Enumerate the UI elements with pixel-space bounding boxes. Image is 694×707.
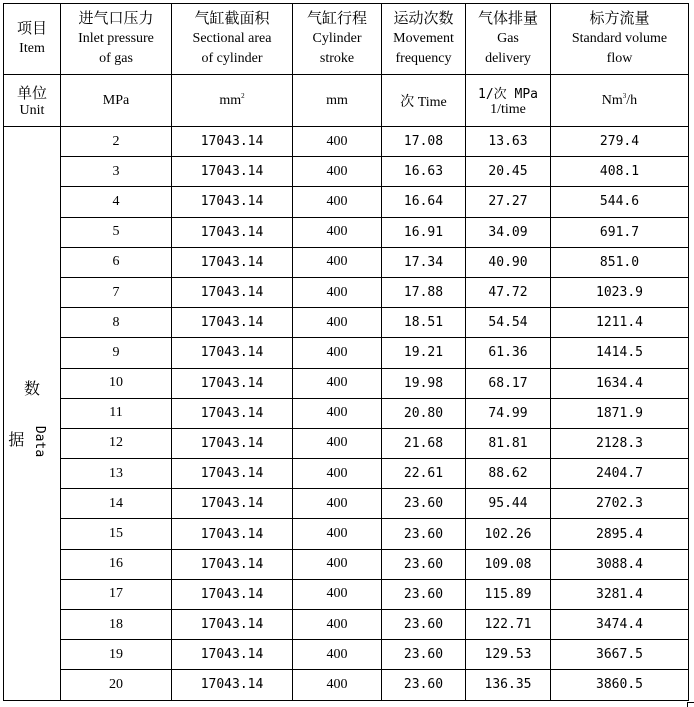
cell-flow: 1634.4	[551, 368, 689, 398]
table-row	[4, 489, 689, 519]
cell-pressure: 7	[61, 277, 172, 307]
cell-area: 17043.14	[172, 308, 293, 338]
cell-flow: 3667.5	[551, 640, 689, 670]
header-item	[4, 4, 61, 75]
unit-flow-base: Nm	[601, 92, 623, 108]
cell-area: 17043.14	[172, 187, 293, 217]
cell-frequency: 22.61	[382, 459, 466, 489]
cell-area: 17043.14	[172, 368, 293, 398]
cell-flow: 1871.9	[551, 398, 689, 428]
cell-area: 17043.14	[172, 247, 293, 277]
cell-frequency: 16.63	[382, 157, 466, 187]
cell-stroke: 400	[293, 247, 382, 277]
header-standard-flow-en2: flow	[606, 51, 633, 66]
cell-flow: 2404.7	[551, 459, 689, 489]
cell-area: 17043.14	[172, 610, 293, 640]
unit-pressure: MPa	[61, 75, 172, 127]
header-movement-frequency-en1: Movement	[393, 31, 454, 46]
cell-frequency: 23.60	[382, 640, 466, 670]
table-row	[4, 398, 689, 428]
cell-stroke: 400	[293, 398, 382, 428]
cell-frequency: 20.80	[382, 398, 466, 428]
cell-area: 17043.14	[172, 640, 293, 670]
cell-frequency: 16.91	[382, 217, 466, 247]
cell-stroke: 400	[293, 277, 382, 307]
cell-delivery: 109.08	[466, 549, 551, 579]
table-row	[4, 308, 689, 338]
cell-frequency: 17.88	[382, 277, 466, 307]
cell-stroke: 400	[293, 368, 382, 398]
header-row	[4, 4, 689, 75]
unit-label-en: Unit	[19, 103, 45, 118]
cell-frequency: 19.98	[382, 368, 466, 398]
cell-delivery: 34.09	[466, 217, 551, 247]
header-sectional-area-en1: Sectional area	[192, 31, 272, 46]
cell-pressure: 11	[61, 398, 172, 428]
cell-frequency: 23.60	[382, 549, 466, 579]
cell-stroke: 400	[293, 157, 382, 187]
table-row	[4, 187, 689, 217]
table-row	[4, 519, 689, 549]
header-standard-flow-zh: 标方流量	[589, 11, 650, 27]
table-row	[4, 338, 689, 368]
cell-frequency: 23.60	[382, 519, 466, 549]
cell-stroke: 400	[293, 308, 382, 338]
unit-flow-exp: 3	[622, 91, 627, 100]
cell-pressure: 14	[61, 489, 172, 519]
cell-pressure: 12	[61, 428, 172, 458]
cell-stroke: 400	[293, 610, 382, 640]
cell-flow: 691.7	[551, 217, 689, 247]
cell-area: 17043.14	[172, 549, 293, 579]
table-row	[4, 157, 689, 187]
cell-area: 17043.14	[172, 277, 293, 307]
table-row	[4, 459, 689, 489]
cell-pressure: 4	[61, 187, 172, 217]
cell-pressure: 19	[61, 640, 172, 670]
header-sectional-area-en2: of cylinder	[201, 51, 263, 66]
header-gas-delivery-en2: delivery	[485, 51, 531, 66]
cell-stroke: 400	[293, 428, 382, 458]
cell-frequency: 19.21	[382, 338, 466, 368]
table-row	[4, 610, 689, 640]
cell-stroke: 400	[293, 338, 382, 368]
side-label-en: Data	[32, 426, 48, 458]
cell-flow: 3281.4	[551, 579, 689, 609]
cell-stroke: 400	[293, 459, 382, 489]
cell-stroke: 400	[293, 217, 382, 247]
unit-area	[172, 75, 293, 127]
cell-delivery: 61.36	[466, 338, 551, 368]
cell-frequency: 16.64	[382, 187, 466, 217]
header-gas-delivery	[466, 4, 551, 75]
cell-frequency: 17.34	[382, 247, 466, 277]
cell-stroke: 400	[293, 489, 382, 519]
cell-delivery: 27.27	[466, 187, 551, 217]
cell-pressure: 2	[61, 127, 172, 157]
header-movement-frequency-en2: frequency	[395, 51, 452, 66]
cell-delivery: 81.81	[466, 428, 551, 458]
table-row	[4, 217, 689, 247]
cell-pressure: 9	[61, 338, 172, 368]
cell-pressure: 17	[61, 579, 172, 609]
table-row	[4, 277, 689, 307]
cell-pressure: 10	[61, 368, 172, 398]
table-row	[4, 670, 689, 700]
header-standard-flow	[551, 4, 689, 75]
cell-flow: 851.0	[551, 247, 689, 277]
unit-label	[4, 75, 61, 127]
cell-area: 17043.14	[172, 127, 293, 157]
cell-flow: 279.4	[551, 127, 689, 157]
cell-stroke: 400	[293, 519, 382, 549]
cell-delivery: 40.90	[466, 247, 551, 277]
cell-pressure: 18	[61, 610, 172, 640]
cell-delivery: 13.63	[466, 127, 551, 157]
header-gas-delivery-zh: 气体排量	[477, 11, 538, 27]
cell-flow: 3474.4	[551, 610, 689, 640]
cell-pressure: 8	[61, 308, 172, 338]
cell-frequency: 18.51	[382, 308, 466, 338]
cell-flow: 1211.4	[551, 308, 689, 338]
cell-pressure: 6	[61, 247, 172, 277]
header-inlet-pressure-en2: of gas	[99, 51, 133, 66]
cell-flow: 2702.3	[551, 489, 689, 519]
cell-frequency: 17.08	[382, 127, 466, 157]
cell-area: 17043.14	[172, 338, 293, 368]
cell-area: 17043.14	[172, 398, 293, 428]
cell-delivery: 95.44	[466, 489, 551, 519]
cell-area: 17043.14	[172, 489, 293, 519]
side-label-zh2: 据	[8, 430, 25, 450]
cell-delivery: 122.71	[466, 610, 551, 640]
unit-flow	[551, 75, 689, 127]
table-row	[4, 640, 689, 670]
cell-stroke: 400	[293, 549, 382, 579]
cell-frequency: 23.60	[382, 489, 466, 519]
header-sectional-area	[172, 4, 293, 75]
header-inlet-pressure-en1: Inlet pressure	[78, 31, 154, 46]
cell-delivery: 102.26	[466, 519, 551, 549]
header-sectional-area-zh: 气缸截面积	[194, 11, 270, 27]
cell-stroke: 400	[293, 579, 382, 609]
cell-delivery: 136.35	[466, 670, 551, 700]
cell-frequency: 23.60	[382, 579, 466, 609]
side-label-zh1: 数	[23, 379, 40, 399]
unit-stroke: mm	[293, 75, 382, 127]
cell-frequency: 23.60	[382, 670, 466, 700]
cell-pressure: 3	[61, 157, 172, 187]
header-inlet-pressure	[61, 4, 172, 75]
cell-stroke: 400	[293, 127, 382, 157]
cell-delivery: 88.62	[466, 459, 551, 489]
cell-delivery: 54.54	[466, 308, 551, 338]
header-item-zh: 项目	[16, 21, 47, 37]
cell-pressure: 13	[61, 459, 172, 489]
cell-flow: 2128.3	[551, 428, 689, 458]
cell-area: 17043.14	[172, 428, 293, 458]
cell-delivery: 68.17	[466, 368, 551, 398]
cell-delivery: 20.45	[466, 157, 551, 187]
header-inlet-pressure-zh: 进气口压力	[78, 11, 154, 27]
cell-stroke: 400	[293, 187, 382, 217]
header-standard-flow-en1: Standard volume	[571, 31, 668, 46]
cell-delivery: 47.72	[466, 277, 551, 307]
cell-flow: 3088.4	[551, 549, 689, 579]
header-cylinder-stroke-zh: 气缸行程	[306, 11, 367, 27]
cell-flow: 3860.5	[551, 670, 689, 700]
header-cylinder-stroke	[293, 4, 382, 75]
cell-area: 17043.14	[172, 217, 293, 247]
cell-delivery: 129.53	[466, 640, 551, 670]
table-row	[4, 247, 689, 277]
cell-flow: 544.6	[551, 187, 689, 217]
cell-area: 17043.14	[172, 459, 293, 489]
unit-area-base: mm	[219, 92, 242, 108]
cell-delivery: 115.89	[466, 579, 551, 609]
corner-mark	[687, 702, 694, 707]
data-side-label	[4, 127, 61, 701]
cell-area: 17043.14	[172, 579, 293, 609]
specification-table	[3, 3, 689, 701]
cell-stroke: 400	[293, 640, 382, 670]
cell-pressure: 20	[61, 670, 172, 700]
table-row	[4, 428, 689, 458]
cell-flow: 2895.4	[551, 519, 689, 549]
unit-label-zh: 单位	[16, 86, 47, 102]
unit-delivery	[466, 75, 551, 127]
table-row	[4, 127, 689, 157]
cell-stroke: 400	[293, 670, 382, 700]
cell-pressure: 5	[61, 217, 172, 247]
unit-flow-suffix: /h	[626, 92, 638, 108]
table-row	[4, 579, 689, 609]
header-movement-frequency	[382, 4, 466, 75]
unit-frequency: 次 Time	[382, 75, 466, 127]
cell-area: 17043.14	[172, 670, 293, 700]
header-item-en: Item	[19, 41, 45, 56]
cell-flow: 408.1	[551, 157, 689, 187]
unit-delivery-line2: 1/time	[490, 102, 526, 117]
cell-area: 17043.14	[172, 157, 293, 187]
cell-flow: 1023.9	[551, 277, 689, 307]
cell-pressure: 15	[61, 519, 172, 549]
unit-row	[4, 75, 689, 127]
unit-delivery-line1: 1/次 MPa	[478, 87, 538, 102]
cell-delivery: 74.99	[466, 398, 551, 428]
cell-pressure: 16	[61, 549, 172, 579]
header-movement-frequency-zh: 运动次数	[393, 11, 454, 27]
cell-area: 17043.14	[172, 519, 293, 549]
table-row	[4, 368, 689, 398]
header-cylinder-stroke-en1: Cylinder	[312, 31, 362, 46]
header-cylinder-stroke-en2: stroke	[319, 51, 355, 66]
cell-frequency: 21.68	[382, 428, 466, 458]
header-gas-delivery-en1: Gas	[497, 31, 519, 46]
cell-flow: 1414.5	[551, 338, 689, 368]
unit-area-exp: 2	[241, 91, 245, 100]
cell-frequency: 23.60	[382, 610, 466, 640]
table-row	[4, 549, 689, 579]
